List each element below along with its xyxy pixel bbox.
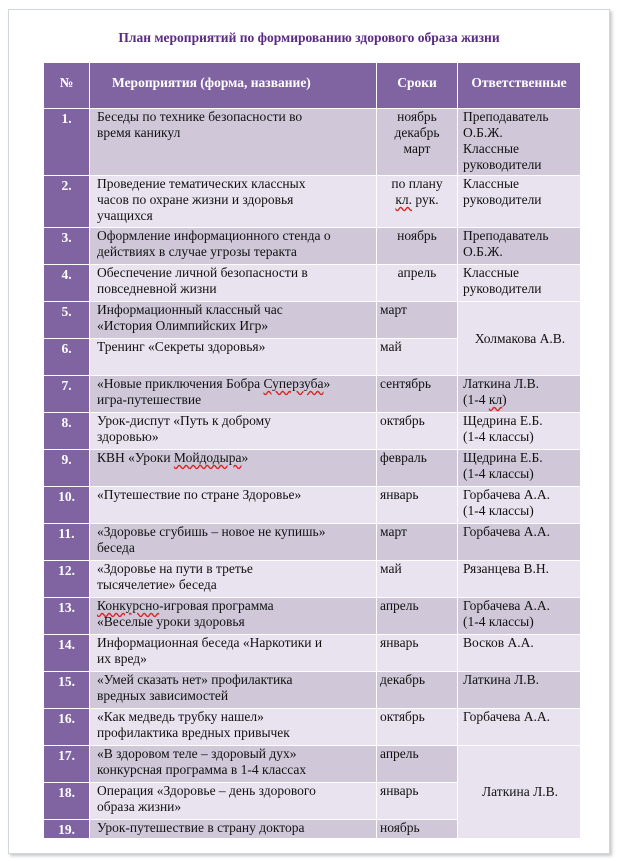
- date-line: декабрь: [394, 125, 440, 140]
- row-number: 9.: [44, 450, 90, 487]
- date-line: март: [380, 302, 407, 317]
- table-row: [44, 524, 581, 561]
- row-number: 15.: [44, 672, 90, 709]
- responsible-line: Горбачева А.А.: [463, 598, 551, 613]
- responsible-cell: [458, 302, 581, 376]
- header-activity: Мероприятия (форма, название): [90, 63, 377, 109]
- table-row: [44, 561, 581, 598]
- row-number: 18.: [44, 783, 90, 820]
- date-line: апрель: [380, 598, 419, 613]
- responsible-cell: [458, 487, 581, 524]
- activity-cell: [90, 109, 377, 176]
- activity-cell: [90, 265, 377, 302]
- activity-line: повседневной жизни: [97, 281, 217, 296]
- activity-line: их вред»: [97, 651, 147, 666]
- date-cell: [377, 302, 458, 339]
- row-number: 5.: [44, 302, 90, 339]
- activity-line: образа жизни»: [97, 799, 182, 814]
- activity-fragment: -игровая программа: [159, 598, 274, 613]
- row-number: 17.: [44, 746, 90, 783]
- row-number: 19.: [44, 820, 90, 839]
- activity-cell: [90, 635, 377, 672]
- activity-line: беседа: [97, 540, 135, 555]
- date-line: ноябрь: [380, 820, 420, 835]
- activity-line: «Как медведь трубку нашел»: [97, 709, 264, 724]
- table-row: [44, 176, 581, 228]
- header-num: №: [44, 63, 90, 109]
- responsible-cell: [458, 635, 581, 672]
- activity-line: Тренинг «Секреты здоровья»: [97, 339, 266, 354]
- responsible-cell: [458, 450, 581, 487]
- row-number: 10.: [44, 487, 90, 524]
- responsible-line: руководители: [463, 192, 542, 207]
- events-table: [43, 62, 581, 839]
- responsible-line: Щедрина Е.Б.: [463, 413, 543, 428]
- table-row: [44, 450, 581, 487]
- date-cell: [377, 635, 458, 672]
- activity-line: профилактика вредных привычек: [97, 725, 290, 740]
- date-line: ноябрь: [397, 228, 437, 243]
- date-cell: [377, 709, 458, 746]
- table-row: [44, 109, 581, 176]
- responsible-cell: [458, 109, 581, 176]
- date-line: апрель: [380, 746, 419, 761]
- activity-fragment: »: [241, 450, 249, 465]
- date-cell: [377, 339, 458, 376]
- date-cell: [377, 561, 458, 598]
- responsible-line: Преподаватель: [463, 109, 549, 124]
- date-fragment: рук.: [412, 192, 439, 207]
- row-number: 7.: [44, 376, 90, 413]
- table-row: [44, 487, 581, 524]
- activity-line: Урок-путешествие в страну доктора: [97, 820, 305, 835]
- responsible-line: руководители: [463, 281, 542, 296]
- activity-cell: [90, 413, 377, 450]
- activity-cell: [90, 598, 377, 635]
- responsible-line: О.Б.Ж.: [463, 244, 503, 259]
- responsible-cell: [458, 265, 581, 302]
- responsible-line: (1-4 классы): [463, 614, 534, 629]
- activity-cell: [90, 302, 377, 339]
- document-title: План мероприятий по формированию здорового образа жизни: [118, 30, 500, 45]
- row-number: 4.: [44, 265, 90, 302]
- responsible-line: руководители: [463, 157, 542, 172]
- date-line: январь: [380, 783, 419, 798]
- row-number: 16.: [44, 709, 90, 746]
- date-line: сентябрь: [380, 376, 432, 391]
- activity-line: конкурсная программа в 1-4 классах: [97, 762, 307, 777]
- responsible-line: (1-4 классы): [463, 466, 534, 481]
- activity-cell: [90, 450, 377, 487]
- date-line: [380, 192, 454, 208]
- responsible-line: О.Б.Ж.: [463, 125, 503, 140]
- activity-cell: [90, 561, 377, 598]
- activity-line: Оформление информационного стенда о: [97, 228, 331, 243]
- activity-line: «Здоровье на пути в третье: [97, 561, 253, 576]
- row-number: 8.: [44, 413, 90, 450]
- responsible-line: Латкина Л.В.: [463, 672, 539, 687]
- activity-cell: [90, 746, 377, 783]
- date-line: май: [380, 561, 402, 576]
- table-row: [44, 635, 581, 672]
- date-cell: [377, 376, 458, 413]
- responsible-line: Щедрина Е.Б.: [463, 450, 543, 465]
- responsible-cell: [458, 228, 581, 265]
- responsible-cell: [458, 376, 581, 413]
- header-dates: Сроки: [377, 63, 458, 109]
- date-cell: [377, 228, 458, 265]
- date-cell: [377, 820, 458, 839]
- date-line: октябрь: [380, 709, 425, 724]
- table-row: [44, 228, 581, 265]
- responsible-line: Холмакова А.В.: [474, 330, 566, 346]
- activity-line: учащихся: [97, 208, 153, 223]
- activity-cell: [90, 672, 377, 709]
- activity-line: Урок-диспут «Путь к доброму: [97, 413, 271, 428]
- responsible-line: Классные: [463, 265, 520, 280]
- activity-line: Обеспечение личной безопасности в: [97, 265, 308, 280]
- date-cell: [377, 450, 458, 487]
- activity-line: «В здоровом теле – здоровый дух»: [97, 746, 297, 761]
- table-row: [44, 265, 581, 302]
- date-line: январь: [380, 487, 419, 502]
- row-number: 14.: [44, 635, 90, 672]
- responsible-cell: [458, 746, 581, 839]
- table-header-row: [44, 63, 581, 109]
- responsible-line: Латкина Л.В.: [482, 784, 558, 799]
- date-line: март: [380, 524, 407, 539]
- date-fragment: кл.: [395, 192, 413, 207]
- responsible-cell: [458, 672, 581, 709]
- responsible-cell: [458, 598, 581, 635]
- row-number: 1.: [44, 109, 90, 176]
- activity-line: действиях в случае угрозы теракта: [97, 244, 297, 259]
- responsible-cell: [458, 413, 581, 450]
- row-number: 11.: [44, 524, 90, 561]
- activity-line: Информационный классный час: [97, 302, 283, 317]
- date-cell: [377, 672, 458, 709]
- table-row: [44, 709, 581, 746]
- activity-cell: [90, 524, 377, 561]
- responsible-line: Горбачева А.А.: [463, 524, 551, 539]
- table-row: [44, 376, 581, 413]
- activity-fragment: Мойдодыра: [173, 450, 242, 465]
- date-line: январь: [380, 635, 419, 650]
- activity-cell: [90, 339, 377, 376]
- activity-fragment: Конкурсно: [97, 598, 160, 613]
- table-row: [44, 598, 581, 635]
- row-number: 12.: [44, 561, 90, 598]
- responsible-fragment: ): [502, 392, 507, 407]
- responsible-line: Классные: [463, 176, 520, 191]
- date-line: апрель: [397, 265, 437, 280]
- date-line: октябрь: [380, 413, 425, 428]
- row-number: 6.: [44, 339, 90, 376]
- responsible-line: Восков А.А.: [463, 635, 534, 650]
- activity-fragment: Суперзуба: [263, 376, 324, 391]
- responsible-line: Латкина Л.В.: [463, 376, 539, 391]
- date-line: по плану: [391, 176, 443, 191]
- responsible-fragment: кл: [488, 392, 503, 407]
- activity-line: тысячелетие» беседа: [97, 577, 217, 592]
- date-line: март: [403, 141, 431, 156]
- activity-line: [97, 598, 373, 614]
- document-page: [8, 9, 610, 854]
- row-number: 13.: [44, 598, 90, 635]
- activity-line: Проведение тематических классных: [97, 176, 306, 191]
- activity-cell: [90, 820, 377, 839]
- activity-line: Беседы по технике безопасности во: [97, 109, 303, 124]
- activity-cell: [90, 783, 377, 820]
- row-number: 2.: [44, 176, 90, 228]
- activity-line: [97, 376, 373, 392]
- date-line: декабрь: [380, 672, 425, 687]
- responsible-line: (1-4 классы): [463, 429, 534, 444]
- date-cell: [377, 176, 458, 228]
- activity-line: «История Олимпийских Игр»: [97, 318, 269, 333]
- responsible-line: Горбачева А.А.: [463, 709, 551, 724]
- activity-line: «Веселые уроки здоровья: [97, 614, 245, 629]
- activity-cell: [90, 376, 377, 413]
- responsible-line: Классные: [463, 141, 520, 156]
- date-cell: [377, 487, 458, 524]
- activity-line: [97, 450, 373, 466]
- activity-cell: [90, 176, 377, 228]
- activity-line: Операция «Здоровье – день здорового: [97, 783, 316, 798]
- date-cell: [377, 413, 458, 450]
- responsible-fragment: (1-4: [463, 392, 489, 407]
- row-number: 3.: [44, 228, 90, 265]
- date-cell: [377, 783, 458, 820]
- responsible-cell: [458, 524, 581, 561]
- responsible-line: (1-4 классы): [463, 503, 534, 518]
- table-row: [44, 302, 581, 339]
- activity-fragment: КВН «Уроки: [97, 450, 174, 465]
- date-line: ноябрь: [397, 109, 437, 124]
- table-row: [44, 746, 581, 783]
- responsible-cell: [458, 561, 581, 598]
- activity-cell: [90, 709, 377, 746]
- date-line: май: [380, 339, 402, 354]
- table-row: [44, 413, 581, 450]
- date-line: февраль: [380, 450, 427, 465]
- activity-line: Информационная беседа «Наркотики и: [97, 635, 323, 650]
- date-cell: [377, 746, 458, 783]
- responsible-line: Преподаватель: [463, 228, 549, 243]
- activity-line: время каникул: [97, 125, 181, 140]
- responsible-cell: [458, 176, 581, 228]
- activity-line: игра-путешествие: [97, 392, 202, 407]
- activity-fragment: »: [323, 376, 331, 391]
- activity-line: «Умей сказать нет» профилактика: [97, 672, 293, 687]
- date-cell: [377, 598, 458, 635]
- activity-line: здоровью»: [97, 429, 159, 444]
- activity-cell: [90, 228, 377, 265]
- responsible-line: [463, 392, 577, 408]
- activity-cell: [90, 487, 377, 524]
- responsible-cell: [458, 709, 581, 746]
- responsible-line: Рязанцева В.Н.: [463, 561, 550, 576]
- header-responsible: Ответственные: [458, 63, 581, 109]
- date-cell: [377, 265, 458, 302]
- table-row: [44, 672, 581, 709]
- activity-fragment: «Новые приключения Бобра: [97, 376, 264, 391]
- activity-line: «Здоровье сгубишь – новое не купишь»: [97, 524, 326, 539]
- activity-line: вредных зависимостей: [97, 688, 229, 703]
- responsible-line: Горбачева А.А.: [463, 487, 551, 502]
- date-cell: [377, 524, 458, 561]
- date-cell: [377, 109, 458, 176]
- activity-line: «Путешествие по стране Здоровье»: [97, 487, 302, 502]
- activity-line: часов по охране жизни и здоровья: [97, 192, 294, 207]
